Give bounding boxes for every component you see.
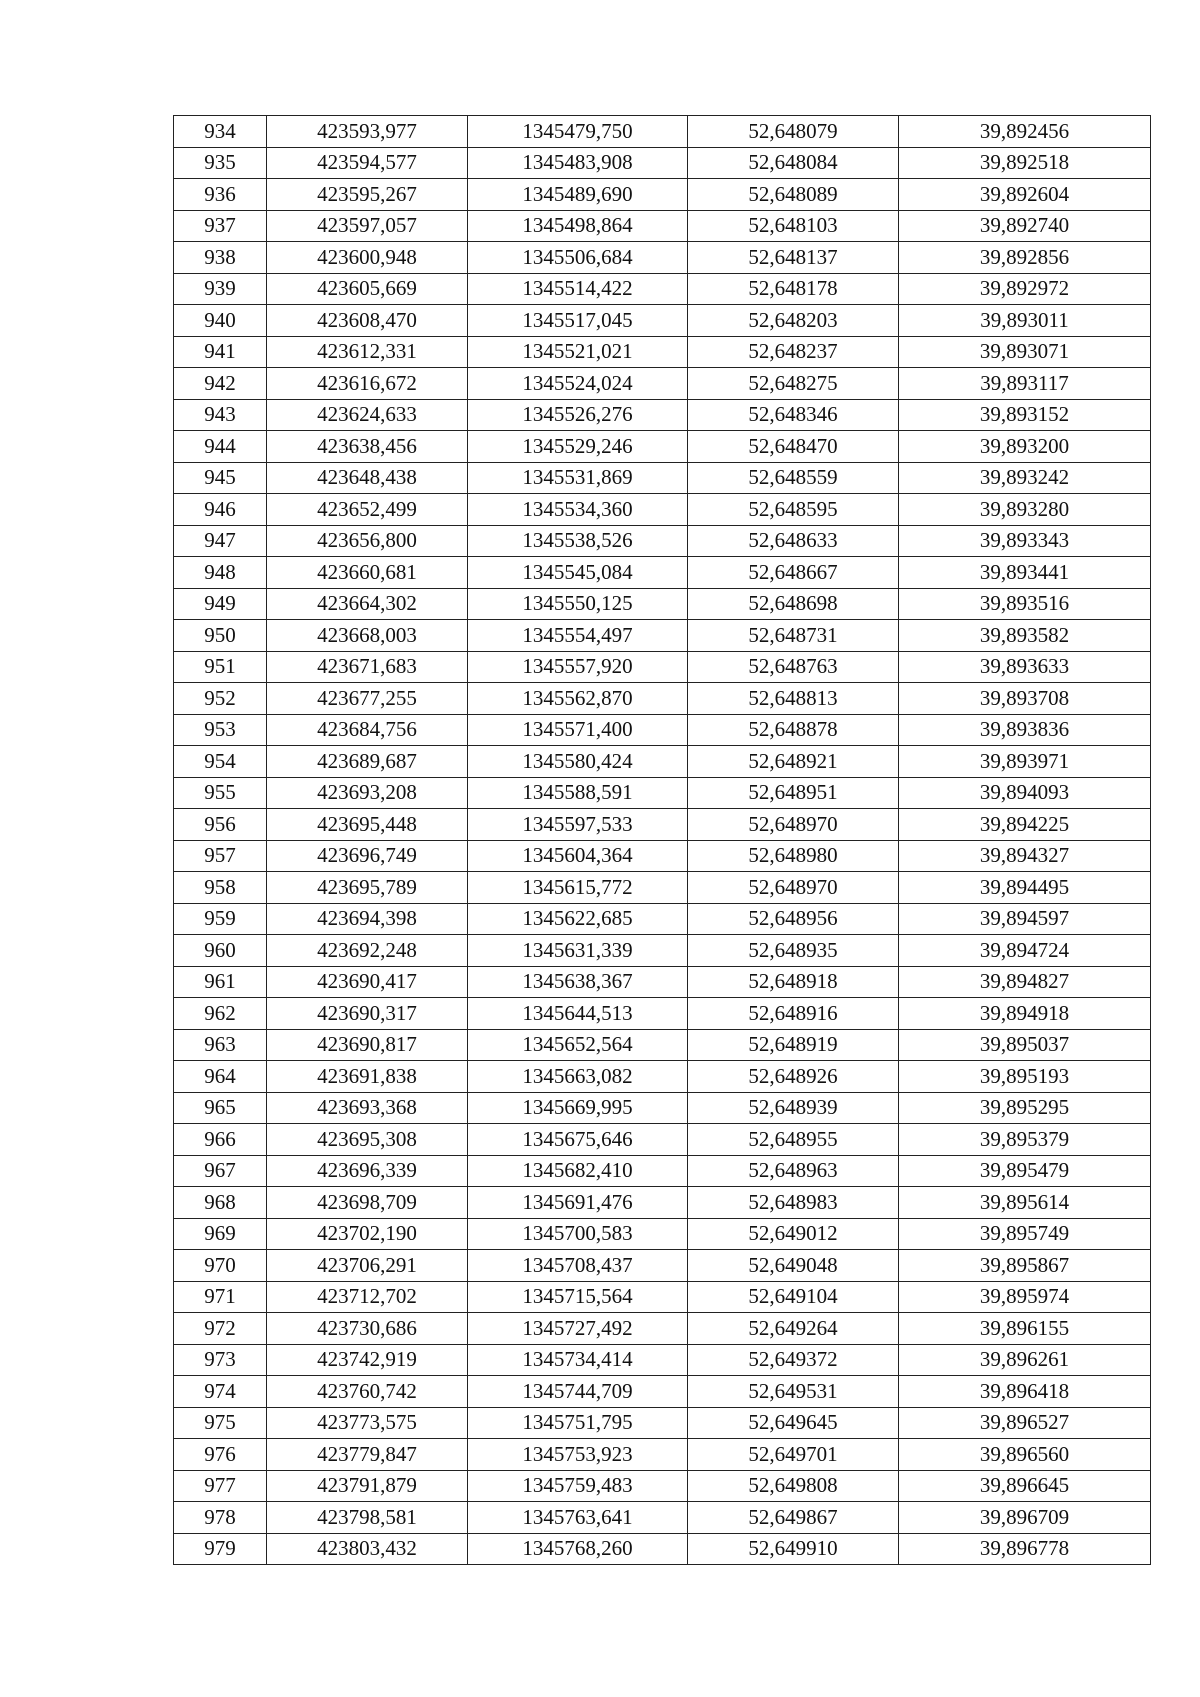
x-coordinate-cell: 423760,742 [267, 1376, 468, 1408]
x-coordinate-cell: 423694,398 [267, 903, 468, 935]
y-coordinate-cell: 1345652,564 [468, 1029, 688, 1061]
latitude-cell: 52,649104 [688, 1281, 899, 1313]
table-row [174, 368, 1151, 400]
point-number-cell: 946 [174, 494, 267, 526]
latitude-cell: 52,648103 [688, 210, 899, 242]
x-coordinate-cell: 423691,838 [267, 1061, 468, 1093]
x-coordinate-cell: 423742,919 [267, 1344, 468, 1376]
longitude-cell: 39,893441 [899, 557, 1151, 589]
longitude-cell: 39,893516 [899, 588, 1151, 620]
point-number-cell: 949 [174, 588, 267, 620]
latitude-cell: 52,648763 [688, 651, 899, 683]
y-coordinate-cell: 1345534,360 [468, 494, 688, 526]
longitude-cell: 39,895749 [899, 1218, 1151, 1250]
x-coordinate-cell: 423693,368 [267, 1092, 468, 1124]
longitude-cell: 39,893708 [899, 683, 1151, 715]
latitude-cell: 52,648698 [688, 588, 899, 620]
latitude-cell: 52,648918 [688, 966, 899, 998]
y-coordinate-cell: 1345715,564 [468, 1281, 688, 1313]
point-number-cell: 939 [174, 273, 267, 305]
y-coordinate-cell: 1345700,583 [468, 1218, 688, 1250]
point-number-cell: 974 [174, 1376, 267, 1408]
latitude-cell: 52,648275 [688, 368, 899, 400]
y-coordinate-cell: 1345588,591 [468, 777, 688, 809]
table-row [174, 273, 1151, 305]
table-row [174, 1376, 1151, 1408]
coordinates-table [173, 115, 1151, 1565]
y-coordinate-cell: 1345622,685 [468, 903, 688, 935]
latitude-cell: 52,648939 [688, 1092, 899, 1124]
longitude-cell: 39,896778 [899, 1533, 1151, 1565]
point-number-cell: 957 [174, 840, 267, 872]
longitude-cell: 39,894225 [899, 809, 1151, 841]
latitude-cell: 52,648137 [688, 242, 899, 274]
longitude-cell: 39,895614 [899, 1187, 1151, 1219]
table-row [174, 1502, 1151, 1534]
table-row [174, 1407, 1151, 1439]
point-number-cell: 950 [174, 620, 267, 652]
x-coordinate-cell: 423605,669 [267, 273, 468, 305]
latitude-cell: 52,648178 [688, 273, 899, 305]
y-coordinate-cell: 1345545,084 [468, 557, 688, 589]
latitude-cell: 52,648983 [688, 1187, 899, 1219]
y-coordinate-cell: 1345479,750 [468, 116, 688, 148]
x-coordinate-cell: 423671,683 [267, 651, 468, 683]
longitude-cell: 39,895295 [899, 1092, 1151, 1124]
longitude-cell: 39,894724 [899, 935, 1151, 967]
latitude-cell: 52,648633 [688, 525, 899, 557]
y-coordinate-cell: 1345768,260 [468, 1533, 688, 1565]
longitude-cell: 39,892972 [899, 273, 1151, 305]
longitude-cell: 39,893343 [899, 525, 1151, 557]
table-row [174, 1533, 1151, 1565]
latitude-cell: 52,648963 [688, 1155, 899, 1187]
y-coordinate-cell: 1345514,422 [468, 273, 688, 305]
y-coordinate-cell: 1345524,024 [468, 368, 688, 400]
y-coordinate-cell: 1345489,690 [468, 179, 688, 211]
table-row [174, 1344, 1151, 1376]
latitude-cell: 52,649910 [688, 1533, 899, 1565]
x-coordinate-cell: 423616,672 [267, 368, 468, 400]
y-coordinate-cell: 1345580,424 [468, 746, 688, 778]
longitude-cell: 39,892456 [899, 116, 1151, 148]
latitude-cell: 52,648559 [688, 462, 899, 494]
longitude-cell: 39,894827 [899, 966, 1151, 998]
longitude-cell: 39,895037 [899, 1029, 1151, 1061]
latitude-cell: 52,648970 [688, 809, 899, 841]
x-coordinate-cell: 423594,577 [267, 147, 468, 179]
latitude-cell: 52,648878 [688, 714, 899, 746]
x-coordinate-cell: 423652,499 [267, 494, 468, 526]
latitude-cell: 52,648731 [688, 620, 899, 652]
longitude-cell: 39,893242 [899, 462, 1151, 494]
longitude-cell: 39,893200 [899, 431, 1151, 463]
longitude-cell: 39,894597 [899, 903, 1151, 935]
point-number-cell: 955 [174, 777, 267, 809]
point-number-cell: 937 [174, 210, 267, 242]
y-coordinate-cell: 1345682,410 [468, 1155, 688, 1187]
x-coordinate-cell: 423684,756 [267, 714, 468, 746]
point-number-cell: 934 [174, 116, 267, 148]
table-row [174, 683, 1151, 715]
latitude-cell: 52,648956 [688, 903, 899, 935]
table-row [174, 305, 1151, 337]
table-row [174, 620, 1151, 652]
latitude-cell: 52,649645 [688, 1407, 899, 1439]
y-coordinate-cell: 1345638,367 [468, 966, 688, 998]
point-number-cell: 948 [174, 557, 267, 589]
x-coordinate-cell: 423656,800 [267, 525, 468, 557]
latitude-cell: 52,649048 [688, 1250, 899, 1282]
longitude-cell: 39,895379 [899, 1124, 1151, 1156]
table-row [174, 179, 1151, 211]
table-row [174, 1187, 1151, 1219]
point-number-cell: 943 [174, 399, 267, 431]
table-row [174, 1061, 1151, 1093]
latitude-cell: 52,648916 [688, 998, 899, 1030]
longitude-cell: 39,894495 [899, 872, 1151, 904]
longitude-cell: 39,892856 [899, 242, 1151, 274]
table-row [174, 966, 1151, 998]
latitude-cell: 52,648926 [688, 1061, 899, 1093]
point-number-cell: 940 [174, 305, 267, 337]
point-number-cell: 970 [174, 1250, 267, 1282]
point-number-cell: 965 [174, 1092, 267, 1124]
table-row [174, 1124, 1151, 1156]
point-number-cell: 967 [174, 1155, 267, 1187]
y-coordinate-cell: 1345597,533 [468, 809, 688, 841]
table-row [174, 525, 1151, 557]
table-row [174, 1218, 1151, 1250]
x-coordinate-cell: 423712,702 [267, 1281, 468, 1313]
latitude-cell: 52,648203 [688, 305, 899, 337]
longitude-cell: 39,892740 [899, 210, 1151, 242]
y-coordinate-cell: 1345615,772 [468, 872, 688, 904]
point-number-cell: 975 [174, 1407, 267, 1439]
latitude-cell: 52,648921 [688, 746, 899, 778]
latitude-cell: 52,649808 [688, 1470, 899, 1502]
x-coordinate-cell: 423612,331 [267, 336, 468, 368]
longitude-cell: 39,894327 [899, 840, 1151, 872]
point-number-cell: 958 [174, 872, 267, 904]
table-row [174, 1155, 1151, 1187]
x-coordinate-cell: 423695,448 [267, 809, 468, 841]
point-number-cell: 956 [174, 809, 267, 841]
point-number-cell: 961 [174, 966, 267, 998]
point-number-cell: 935 [174, 147, 267, 179]
longitude-cell: 39,893011 [899, 305, 1151, 337]
table-row [174, 651, 1151, 683]
longitude-cell: 39,896261 [899, 1344, 1151, 1376]
y-coordinate-cell: 1345538,526 [468, 525, 688, 557]
x-coordinate-cell: 423779,847 [267, 1439, 468, 1471]
y-coordinate-cell: 1345521,021 [468, 336, 688, 368]
table-row [174, 809, 1151, 841]
latitude-cell: 52,648667 [688, 557, 899, 589]
table-row [174, 588, 1151, 620]
y-coordinate-cell: 1345483,908 [468, 147, 688, 179]
y-coordinate-cell: 1345517,045 [468, 305, 688, 337]
y-coordinate-cell: 1345744,709 [468, 1376, 688, 1408]
table-row [174, 746, 1151, 778]
longitude-cell: 39,894918 [899, 998, 1151, 1030]
table-row [174, 1281, 1151, 1313]
y-coordinate-cell: 1345708,437 [468, 1250, 688, 1282]
latitude-cell: 52,648955 [688, 1124, 899, 1156]
y-coordinate-cell: 1345550,125 [468, 588, 688, 620]
x-coordinate-cell: 423689,687 [267, 746, 468, 778]
x-coordinate-cell: 423693,208 [267, 777, 468, 809]
y-coordinate-cell: 1345498,864 [468, 210, 688, 242]
point-number-cell: 978 [174, 1502, 267, 1534]
point-number-cell: 964 [174, 1061, 267, 1093]
y-coordinate-cell: 1345734,414 [468, 1344, 688, 1376]
x-coordinate-cell: 423593,977 [267, 116, 468, 148]
y-coordinate-cell: 1345506,684 [468, 242, 688, 274]
x-coordinate-cell: 423664,302 [267, 588, 468, 620]
x-coordinate-cell: 423597,057 [267, 210, 468, 242]
point-number-cell: 968 [174, 1187, 267, 1219]
x-coordinate-cell: 423696,749 [267, 840, 468, 872]
table-row [174, 1092, 1151, 1124]
point-number-cell: 960 [174, 935, 267, 967]
longitude-cell: 39,896155 [899, 1313, 1151, 1345]
point-number-cell: 951 [174, 651, 267, 683]
longitude-cell: 39,892604 [899, 179, 1151, 211]
x-coordinate-cell: 423648,438 [267, 462, 468, 494]
longitude-cell: 39,896560 [899, 1439, 1151, 1471]
y-coordinate-cell: 1345675,646 [468, 1124, 688, 1156]
latitude-cell: 52,649531 [688, 1376, 899, 1408]
latitude-cell: 52,648970 [688, 872, 899, 904]
longitude-cell: 39,892518 [899, 147, 1151, 179]
point-number-cell: 944 [174, 431, 267, 463]
longitude-cell: 39,893117 [899, 368, 1151, 400]
x-coordinate-cell: 423660,681 [267, 557, 468, 589]
latitude-cell: 52,648089 [688, 179, 899, 211]
table-row [174, 1470, 1151, 1502]
x-coordinate-cell: 423791,879 [267, 1470, 468, 1502]
table-row [174, 1250, 1151, 1282]
y-coordinate-cell: 1345557,920 [468, 651, 688, 683]
table-row [174, 840, 1151, 872]
table-row [174, 903, 1151, 935]
x-coordinate-cell: 423702,190 [267, 1218, 468, 1250]
y-coordinate-cell: 1345663,082 [468, 1061, 688, 1093]
point-number-cell: 973 [174, 1344, 267, 1376]
latitude-cell: 52,649867 [688, 1502, 899, 1534]
table-row [174, 714, 1151, 746]
y-coordinate-cell: 1345644,513 [468, 998, 688, 1030]
point-number-cell: 936 [174, 179, 267, 211]
longitude-cell: 39,893836 [899, 714, 1151, 746]
y-coordinate-cell: 1345759,483 [468, 1470, 688, 1502]
latitude-cell: 52,649012 [688, 1218, 899, 1250]
latitude-cell: 52,648813 [688, 683, 899, 715]
latitude-cell: 52,648919 [688, 1029, 899, 1061]
table-row [174, 242, 1151, 274]
point-number-cell: 942 [174, 368, 267, 400]
x-coordinate-cell: 423624,633 [267, 399, 468, 431]
x-coordinate-cell: 423595,267 [267, 179, 468, 211]
table-row [174, 1029, 1151, 1061]
latitude-cell: 52,648935 [688, 935, 899, 967]
point-number-cell: 963 [174, 1029, 267, 1061]
y-coordinate-cell: 1345529,246 [468, 431, 688, 463]
y-coordinate-cell: 1345727,492 [468, 1313, 688, 1345]
longitude-cell: 39,893280 [899, 494, 1151, 526]
table-row [174, 777, 1151, 809]
y-coordinate-cell: 1345669,995 [468, 1092, 688, 1124]
x-coordinate-cell: 423706,291 [267, 1250, 468, 1282]
latitude-cell: 52,648346 [688, 399, 899, 431]
point-number-cell: 954 [174, 746, 267, 778]
y-coordinate-cell: 1345763,641 [468, 1502, 688, 1534]
longitude-cell: 39,893971 [899, 746, 1151, 778]
longitude-cell: 39,895974 [899, 1281, 1151, 1313]
point-number-cell: 953 [174, 714, 267, 746]
table-row [174, 116, 1151, 148]
latitude-cell: 52,648084 [688, 147, 899, 179]
table-row [174, 557, 1151, 589]
y-coordinate-cell: 1345753,923 [468, 1439, 688, 1471]
table-row [174, 399, 1151, 431]
point-number-cell: 966 [174, 1124, 267, 1156]
latitude-cell: 52,648980 [688, 840, 899, 872]
table-row [174, 431, 1151, 463]
table-row [174, 462, 1151, 494]
longitude-cell: 39,895867 [899, 1250, 1151, 1282]
y-coordinate-cell: 1345751,795 [468, 1407, 688, 1439]
x-coordinate-cell: 423695,789 [267, 872, 468, 904]
point-number-cell: 971 [174, 1281, 267, 1313]
y-coordinate-cell: 1345562,870 [468, 683, 688, 715]
point-number-cell: 959 [174, 903, 267, 935]
longitude-cell: 39,893152 [899, 399, 1151, 431]
point-number-cell: 947 [174, 525, 267, 557]
point-number-cell: 941 [174, 336, 267, 368]
point-number-cell: 972 [174, 1313, 267, 1345]
table-row [174, 935, 1151, 967]
point-number-cell: 979 [174, 1533, 267, 1565]
point-number-cell: 976 [174, 1439, 267, 1471]
table-row [174, 872, 1151, 904]
latitude-cell: 52,648951 [688, 777, 899, 809]
point-number-cell: 938 [174, 242, 267, 274]
latitude-cell: 52,649264 [688, 1313, 899, 1345]
x-coordinate-cell: 423803,432 [267, 1533, 468, 1565]
longitude-cell: 39,896527 [899, 1407, 1151, 1439]
x-coordinate-cell: 423695,308 [267, 1124, 468, 1156]
x-coordinate-cell: 423608,470 [267, 305, 468, 337]
table-row [174, 1439, 1151, 1471]
y-coordinate-cell: 1345526,276 [468, 399, 688, 431]
y-coordinate-cell: 1345631,339 [468, 935, 688, 967]
table-row [174, 494, 1151, 526]
y-coordinate-cell: 1345604,364 [468, 840, 688, 872]
x-coordinate-cell: 423638,456 [267, 431, 468, 463]
longitude-cell: 39,895193 [899, 1061, 1151, 1093]
table-row [174, 336, 1151, 368]
y-coordinate-cell: 1345554,497 [468, 620, 688, 652]
x-coordinate-cell: 423668,003 [267, 620, 468, 652]
longitude-cell: 39,893633 [899, 651, 1151, 683]
x-coordinate-cell: 423698,709 [267, 1187, 468, 1219]
y-coordinate-cell: 1345571,400 [468, 714, 688, 746]
point-number-cell: 969 [174, 1218, 267, 1250]
latitude-cell: 52,649372 [688, 1344, 899, 1376]
x-coordinate-cell: 423690,417 [267, 966, 468, 998]
point-number-cell: 977 [174, 1470, 267, 1502]
longitude-cell: 39,893071 [899, 336, 1151, 368]
longitude-cell: 39,893582 [899, 620, 1151, 652]
latitude-cell: 52,648237 [688, 336, 899, 368]
x-coordinate-cell: 423773,575 [267, 1407, 468, 1439]
x-coordinate-cell: 423696,339 [267, 1155, 468, 1187]
coordinates-table-body [174, 116, 1151, 1565]
x-coordinate-cell: 423690,317 [267, 998, 468, 1030]
y-coordinate-cell: 1345691,476 [468, 1187, 688, 1219]
latitude-cell: 52,648595 [688, 494, 899, 526]
table-row [174, 1313, 1151, 1345]
table-row [174, 210, 1151, 242]
x-coordinate-cell: 423692,248 [267, 935, 468, 967]
point-number-cell: 952 [174, 683, 267, 715]
latitude-cell: 52,648079 [688, 116, 899, 148]
point-number-cell: 962 [174, 998, 267, 1030]
longitude-cell: 39,895479 [899, 1155, 1151, 1187]
x-coordinate-cell: 423677,255 [267, 683, 468, 715]
longitude-cell: 39,894093 [899, 777, 1151, 809]
x-coordinate-cell: 423600,948 [267, 242, 468, 274]
latitude-cell: 52,648470 [688, 431, 899, 463]
y-coordinate-cell: 1345531,869 [468, 462, 688, 494]
longitude-cell: 39,896418 [899, 1376, 1151, 1408]
longitude-cell: 39,896709 [899, 1502, 1151, 1534]
latitude-cell: 52,649701 [688, 1439, 899, 1471]
longitude-cell: 39,896645 [899, 1470, 1151, 1502]
x-coordinate-cell: 423798,581 [267, 1502, 468, 1534]
x-coordinate-cell: 423730,686 [267, 1313, 468, 1345]
x-coordinate-cell: 423690,817 [267, 1029, 468, 1061]
table-row [174, 147, 1151, 179]
table-row [174, 998, 1151, 1030]
point-number-cell: 945 [174, 462, 267, 494]
